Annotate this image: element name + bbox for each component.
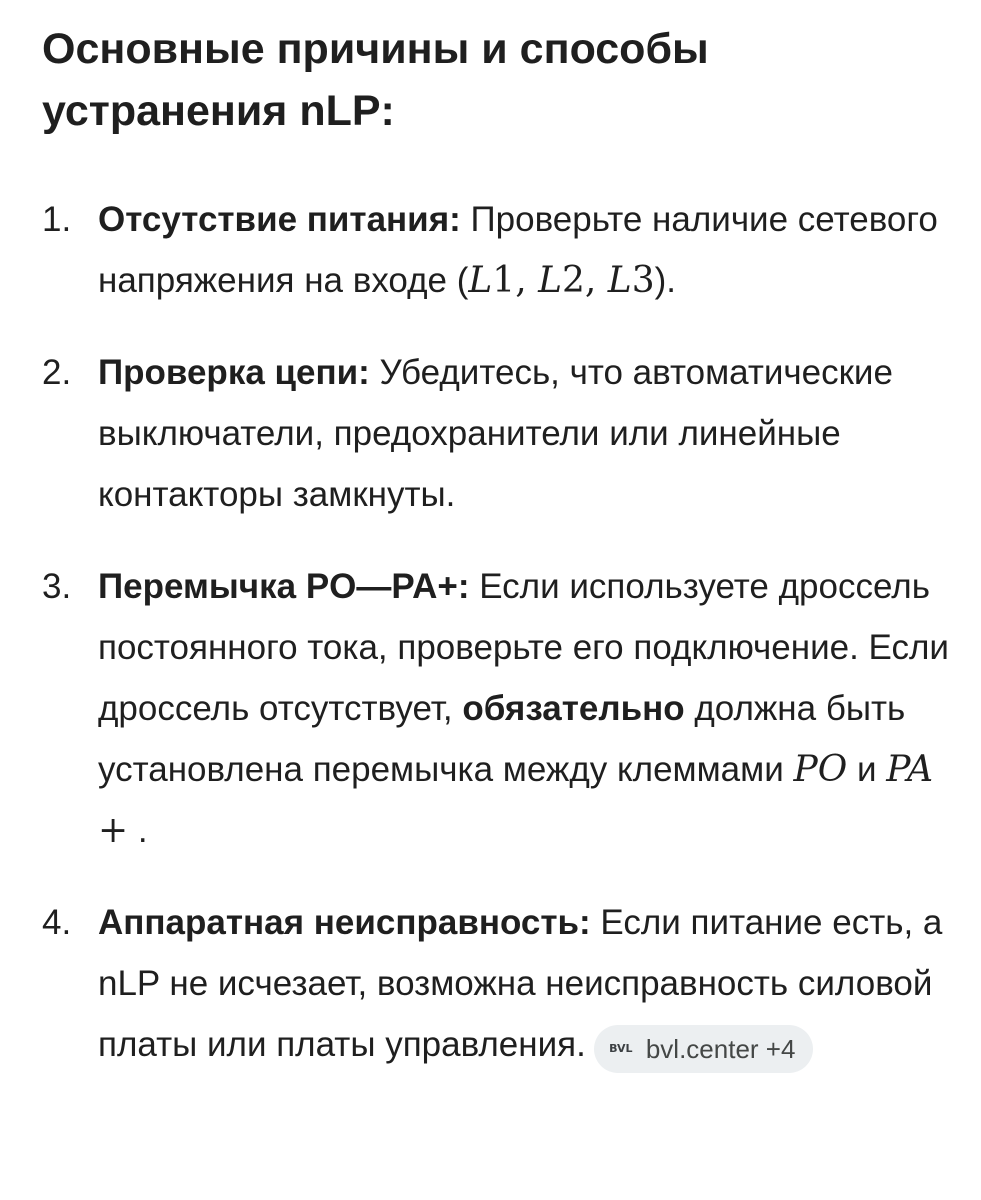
list-item	[42, 892, 952, 1075]
math-inputs: L1, L2, L3	[468, 260, 655, 301]
math-terminal-po: PO	[793, 749, 848, 790]
item-title: Аппаратная неисправность:	[98, 903, 591, 942]
section-heading: Основные причины и способы устранения nLP:	[42, 25, 709, 135]
emphasis-word: обязательно	[462, 689, 685, 728]
item-title: Перемычка PO—PA+:	[98, 567, 470, 606]
item-text: Проверьте наличие сетевого напряжения на входе (	[98, 200, 938, 300]
bvl-logo-icon: BVL	[604, 1038, 638, 1060]
item-number: 4.	[42, 903, 72, 942]
item-number: 2.	[42, 353, 72, 392]
list-item	[42, 342, 952, 525]
item-text: Если используете дроссель постоянного тока, проверьте его подключение. Если дроссель отсутствует,	[98, 567, 949, 728]
list-item	[42, 556, 952, 861]
item-conjunction: и	[847, 750, 887, 789]
item-title: Отсутствие питания:	[98, 200, 461, 239]
item-tail: .	[128, 811, 148, 850]
item-tail: ).	[654, 261, 676, 300]
answer-content	[42, 18, 952, 1075]
item-text: должна быть установлена перемычка между клеммами	[98, 689, 906, 789]
math-terminal-pa: PA +	[98, 749, 934, 851]
item-title: Проверка цепи:	[98, 353, 370, 392]
source-chip-button[interactable]	[594, 1025, 814, 1073]
source-chip-label: bvl.center +4	[645, 1034, 796, 1064]
item-text: Если питание есть, а nLP не исчезает, возможна неисправность силовой платы или платы управления.	[98, 903, 943, 1064]
list-item	[42, 189, 952, 311]
causes-list	[42, 189, 952, 1075]
item-number: 3.	[42, 567, 72, 606]
item-text: Убедитесь, что автоматические выключатели, предохранители или линейные контакторы замкнуты.	[98, 353, 893, 514]
item-number: 1.	[42, 200, 72, 239]
